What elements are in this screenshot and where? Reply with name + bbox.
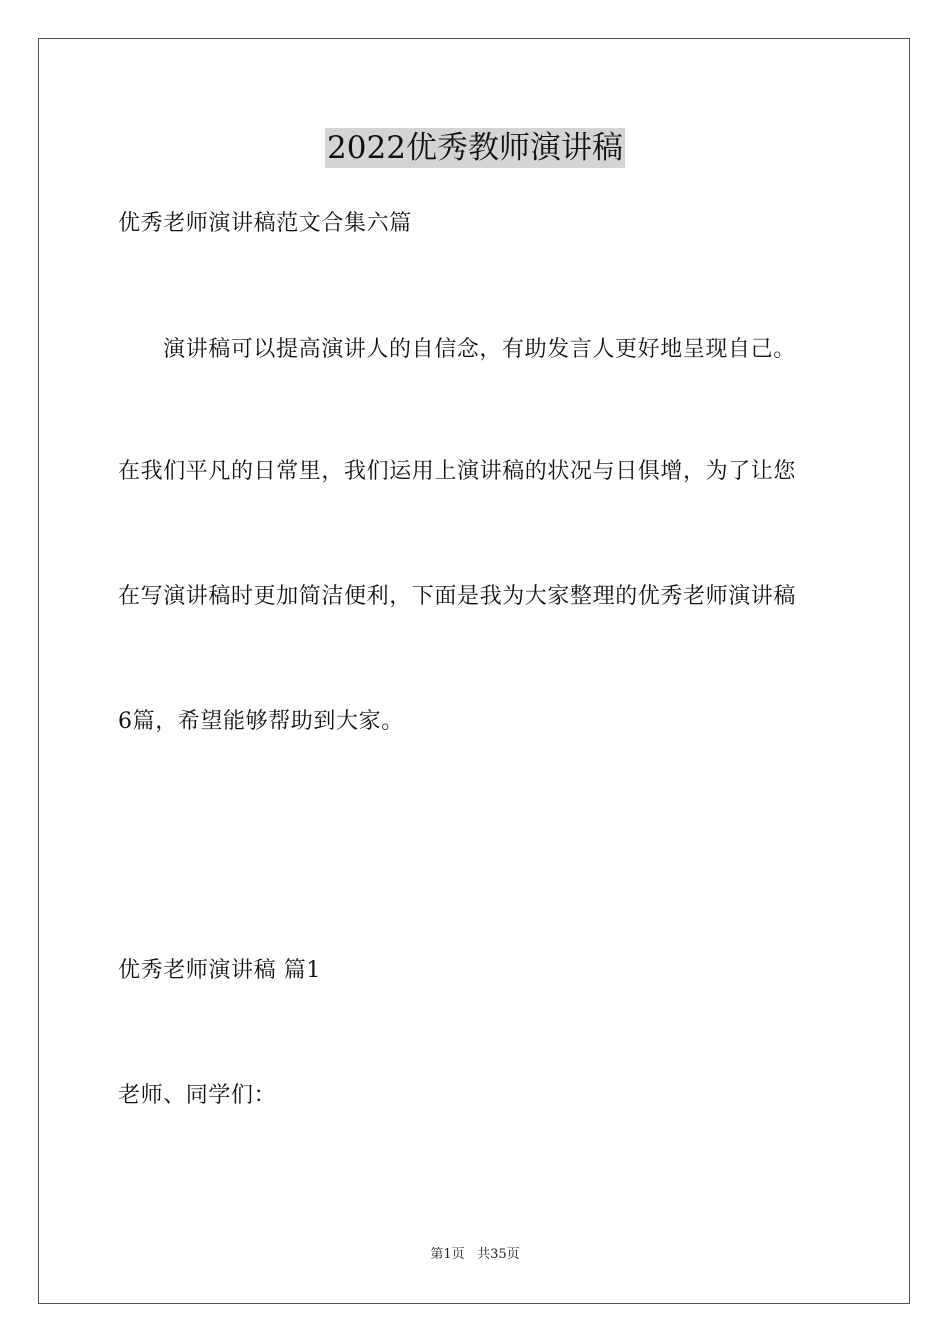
intro-line-2: 在我们平凡的日常里，我们运用上演讲稿的状况与日俱增，为了让您 bbox=[118, 459, 797, 484]
footer-page-number: 第1页 bbox=[430, 1247, 465, 1262]
intro-line-3: 在写演讲稿时更加简洁便利，下面是我为大家整理的优秀老师演讲稿 bbox=[118, 584, 797, 609]
greeting: 老师、同学们： bbox=[118, 1083, 277, 1108]
section-heading: 优秀老师演讲稿 篇1 bbox=[118, 958, 321, 983]
page-footer bbox=[0, 1246, 950, 1264]
intro-line-4: 6篇，希望能够帮助到大家。 bbox=[118, 709, 404, 734]
intro-line-1: 演讲稿可以提高演讲人的自信念，有助发言人更好地呈现自己。 bbox=[163, 337, 796, 362]
title-container bbox=[0, 128, 950, 168]
document-subtitle: 优秀老师演讲稿范文合集六篇 bbox=[118, 211, 412, 236]
footer-total-pages: 共35页 bbox=[477, 1247, 520, 1262]
document-title: 2022优秀教师演讲稿 bbox=[327, 130, 623, 166]
